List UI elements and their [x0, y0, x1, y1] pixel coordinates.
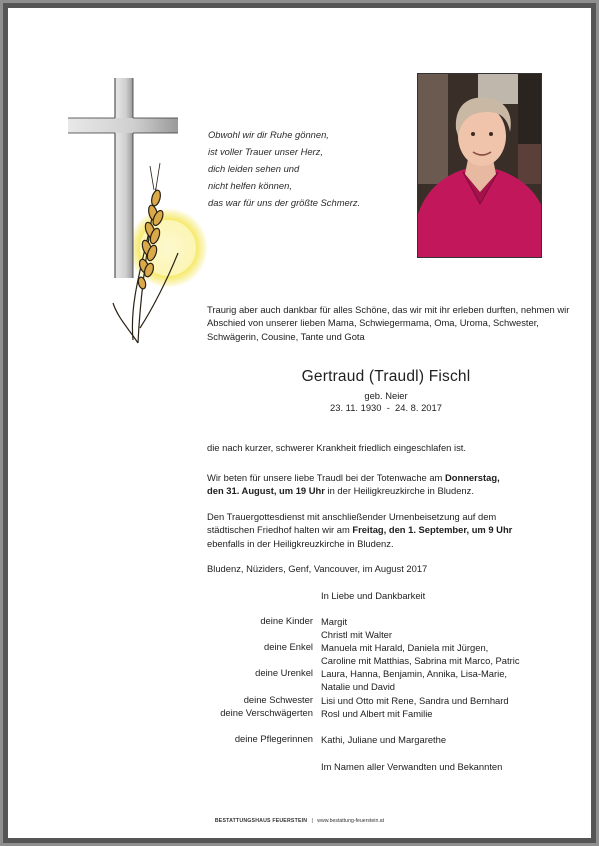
poem-line: Obwohl wir dir Ruhe gönnen, — [208, 129, 329, 140]
relative-line: Laura, Hanna, Benjamin, Annika, Lisa-Marie, — [321, 668, 508, 679]
obituary-card — [8, 8, 591, 838]
relatives-names — [321, 615, 392, 641]
relatives-label: deine Kinder — [260, 615, 313, 626]
relative-line: Caroline mit Matthias, Sabrina mit Marco, Patric — [321, 655, 520, 666]
deceased-name: Gertraud (Traudl) Fischl — [301, 368, 471, 385]
love-text: In Liebe und Dankbarkeit — [321, 590, 426, 601]
poem-line: nicht helfen können, — [208, 180, 292, 191]
relatives-label: deine Verschwägerten — [220, 707, 313, 718]
relative-line: Manuela mit Harald, Daniela mit Jürgen, — [321, 642, 489, 653]
wake-day: Donnerstag, — [444, 472, 500, 483]
intro-text: Traurig aber auch dankbar für alles Schöne, das wir mit ihr erleben durften, nehmen wir Abschied von unserer lieben Mama, Schwiegermama, Oma, Uroma, Schwester, Schwägerin, Cousine, Tante und Gota — [207, 304, 570, 342]
poem-line: dich leiden sehen und — [208, 163, 300, 174]
relatives-names — [321, 641, 520, 667]
relatives-label: deine Schwester — [243, 694, 313, 705]
wake-post: in der Heiligkreuzkirche in Bludenz. — [324, 485, 474, 497]
closing-text: Im Namen aller Verwandten und Bekannten — [321, 761, 503, 772]
relatives-label: deine Urenkel — [255, 667, 313, 678]
service-date: Freitag, den 1. September, um 9 Uhr — [352, 524, 513, 536]
poem-line: das war für uns der größte Schmerz. — [208, 197, 361, 208]
life-dates: 23. 11. 1930 - 24. 8. 2017 — [330, 402, 442, 413]
relatives-label: deine Enkel — [264, 641, 313, 652]
relative-line: Margit — [321, 616, 348, 627]
service-line2-pre: städtischen Friedhof halten wir am — [207, 524, 353, 536]
relatives-names — [321, 667, 507, 693]
relative-line: Natalie und David — [321, 681, 396, 692]
portrait-photo — [417, 73, 542, 258]
passing-text: die nach kurzer, schwerer Krankheit friedlich eingeschlafen ist. — [207, 442, 466, 453]
footer-separator: | — [311, 818, 313, 824]
business-name: BESTATTUNGSHAUS FEUERSTEIN — [214, 818, 308, 824]
cross-icon — [68, 78, 218, 348]
relative-line: Christl mit Walter — [321, 629, 393, 640]
page-frame — [3, 3, 596, 843]
wake-pre: Wir beten für unsere liebe Traudl bei der Totenwache am — [207, 472, 445, 483]
service-line1: Den Trauergottesdienst mit anschließender Urnenbeisetzung auf dem — [207, 511, 497, 522]
relatives-label: deine Pflegerinnen — [234, 733, 313, 744]
relative-line: Kathi, Juliane und Margarethe — [321, 734, 447, 745]
wake-date: den 31. August, um 19 Uhr — [207, 485, 325, 497]
relatives-names — [321, 733, 446, 746]
relatives-names — [321, 707, 433, 720]
relatives-names — [321, 694, 509, 707]
place-date: Bludenz, Nüziders, Genf, Vancouver, im August 2017 — [207, 563, 428, 574]
birth-name: geb. Neier — [364, 390, 408, 401]
wake-text — [207, 471, 577, 498]
website-link[interactable]: www.bestattung-feuerstein.at — [317, 818, 385, 824]
relative-line: Rosl und Albert mit Familie — [321, 708, 433, 719]
poem — [208, 126, 408, 211]
service-text — [207, 510, 577, 550]
relative-line: Lisi und Otto mit Rene, Sandra und Bernhard — [321, 695, 509, 706]
poem-line: ist voller Trauer unser Herz, — [208, 146, 323, 157]
service-line3: ebenfalls in der Heiligkreuzkirche in Bludenz. — [207, 537, 394, 549]
footer — [8, 818, 591, 824]
